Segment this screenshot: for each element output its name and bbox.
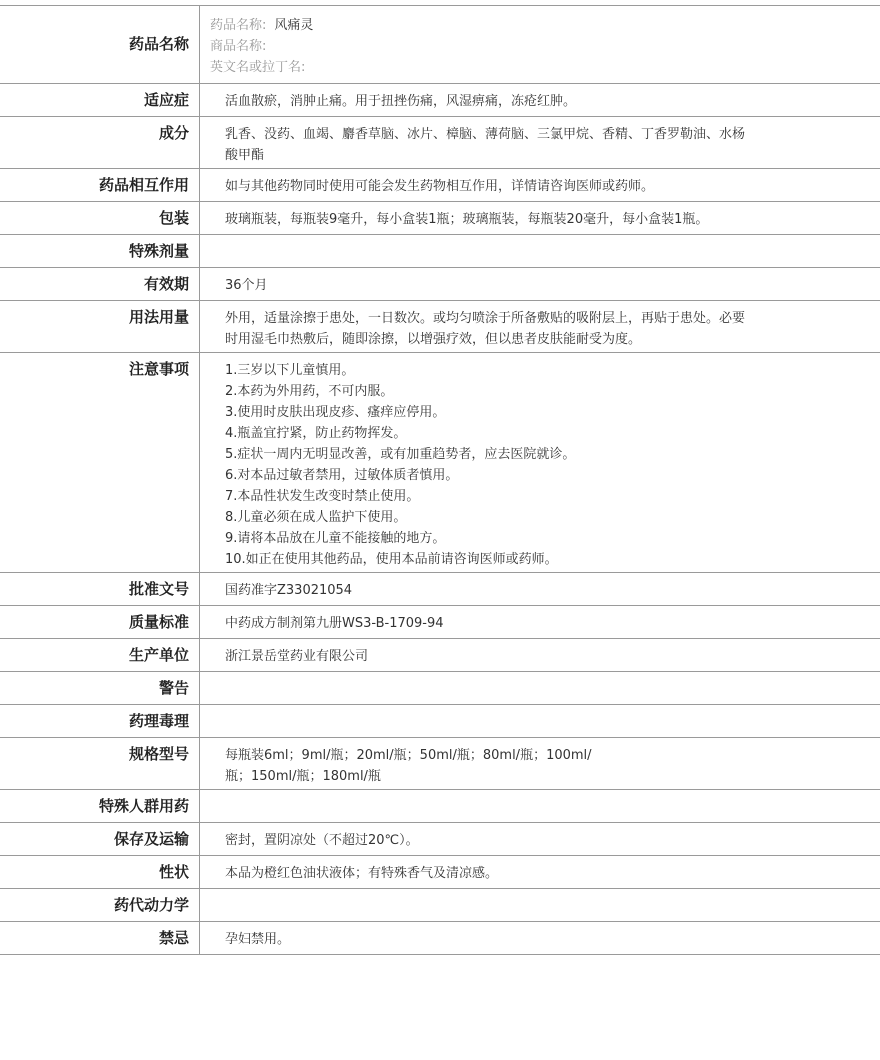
row-label: 包装 [0,202,200,234]
generic-name-line [210,15,790,36]
info-row [0,889,880,922]
value-line: 36个月 [225,278,268,293]
value-line: 2.本药为外用药，不可内服。 [225,384,394,399]
row-value [200,705,880,737]
row-value [200,84,880,116]
value-line: 外用，适量涂擦于患处，一日数次。或均匀喷涂于所备敷贴的吸附层上，再贴于患处。必要 [225,311,746,326]
value-line: 7.本品性状发生改变时禁止使用。 [225,489,420,504]
row-value [200,790,880,822]
row-label: 批准文号 [0,573,200,605]
info-row [0,606,880,639]
row-drug-names [0,6,880,84]
info-row [0,790,880,823]
drug-info-table [0,5,880,955]
row-value [200,889,880,921]
generic-name-value: 风痛灵 [274,18,314,33]
row-value [200,235,880,267]
row-label: 适应症 [0,84,200,116]
row-value [200,823,880,855]
row-label: 特殊剂量 [0,235,200,267]
value-line: 10.如正在使用其他药品，使用本品前请咨询医师或药师。 [225,552,558,567]
row-label: 性状 [0,856,200,888]
row-label: 药品名称 [0,6,200,83]
value-line: 每瓶装6ml；9ml/瓶；20ml/瓶；50ml/瓶；80ml/瓶；100ml/ [225,748,592,763]
row-label: 特殊人群用药 [0,790,200,822]
value-line: 中药成方制剂第九册WS3-B-1709-94 [225,616,444,631]
english-name-line [210,57,790,78]
row-label: 用法用量 [0,301,200,352]
info-row [0,353,880,573]
info-row [0,301,880,353]
row-value [200,672,880,704]
value-line: 孕妇禁用。 [225,932,291,947]
row-value [200,856,880,888]
value-line: 玻璃瓶装，每瓶装9毫升，每小盒装1瓶；玻璃瓶装，每瓶装20毫升，每小盒装1瓶。 [225,212,709,227]
row-value [200,117,880,168]
value-line: 酸甲酯 [225,148,265,163]
row-value [200,202,880,234]
row-value [200,639,880,671]
value-line: 乳香、没药、血竭、麝香草脑、冰片、樟脑、薄荷脑、三氯甲烷、香精、丁香罗勒油、水杨 [225,127,746,142]
value-line: 9.请将本品放在儿童不能接触的地方。 [225,531,446,546]
value-line: 密封，置阴凉处（不超过20℃）。 [225,833,419,848]
row-label: 药代动力学 [0,889,200,921]
value-line: 6.对本品过敏者禁用，过敏体质者慎用。 [225,468,459,483]
row-value [200,268,880,300]
row-label: 有效期 [0,268,200,300]
info-row [0,268,880,301]
row-label: 生产单位 [0,639,200,671]
row-label: 成分 [0,117,200,168]
value-line: 时用湿毛巾热敷后，随即涂擦，以增强疗效，但以患者皮肤能耐受为度。 [225,332,642,347]
row-label: 警告 [0,672,200,704]
value-line: 本品为橙红色油状液体；有特殊香气及清凉感。 [225,866,499,881]
info-row [0,84,880,117]
info-row [0,922,880,955]
info-row [0,235,880,268]
value-line: 3.使用时皮肤出现皮疹、瘙痒应停用。 [225,405,446,420]
row-value [200,169,880,201]
info-row [0,639,880,672]
value-line: 1.三岁以下儿童慎用。 [225,363,355,378]
info-row [0,202,880,235]
value-line: 5.症状一周内无明显改善，或有加重趋势者，应去医院就诊。 [225,447,576,462]
trade-name-line [210,36,790,57]
row-value [200,606,880,638]
info-row [0,672,880,705]
row-label: 药品相互作用 [0,169,200,201]
value-line: 活血散瘀，消肿止痛。用于扭挫伤痛，风湿痹痛，冻疮红肿。 [225,94,577,109]
row-value [200,738,880,789]
drug-names-cell [200,6,880,83]
value-line: 如与其他药物同时使用可能会发生药物相互作用，详情请咨询医师或药师。 [225,179,655,194]
row-label: 质量标准 [0,606,200,638]
trade-name-label: 商品名称: [210,39,267,54]
info-row [0,573,880,606]
row-value [200,353,880,572]
info-row [0,705,880,738]
english-name-label: 英文名或拉丁名: [210,60,306,75]
row-value [200,573,880,605]
row-label: 保存及运输 [0,823,200,855]
value-line: 8.儿童必须在成人监护下使用。 [225,510,407,525]
info-row [0,738,880,790]
info-row [0,823,880,856]
info-row [0,856,880,889]
row-label: 禁忌 [0,922,200,954]
value-line: 瓶；150ml/瓶；180ml/瓶 [225,769,381,784]
row-label: 药理毒理 [0,705,200,737]
row-label: 规格型号 [0,738,200,789]
info-row [0,169,880,202]
generic-name-label: 药品名称: [210,18,267,33]
value-line: 国药准字Z33021054 [225,583,353,598]
info-row [0,117,880,169]
row-value [200,301,880,352]
row-label: 注意事项 [0,353,200,572]
row-value [200,922,880,954]
value-line: 4.瓶盖宜拧紧，防止药物挥发。 [225,426,407,441]
value-line: 浙江景岳堂药业有限公司 [225,649,369,664]
